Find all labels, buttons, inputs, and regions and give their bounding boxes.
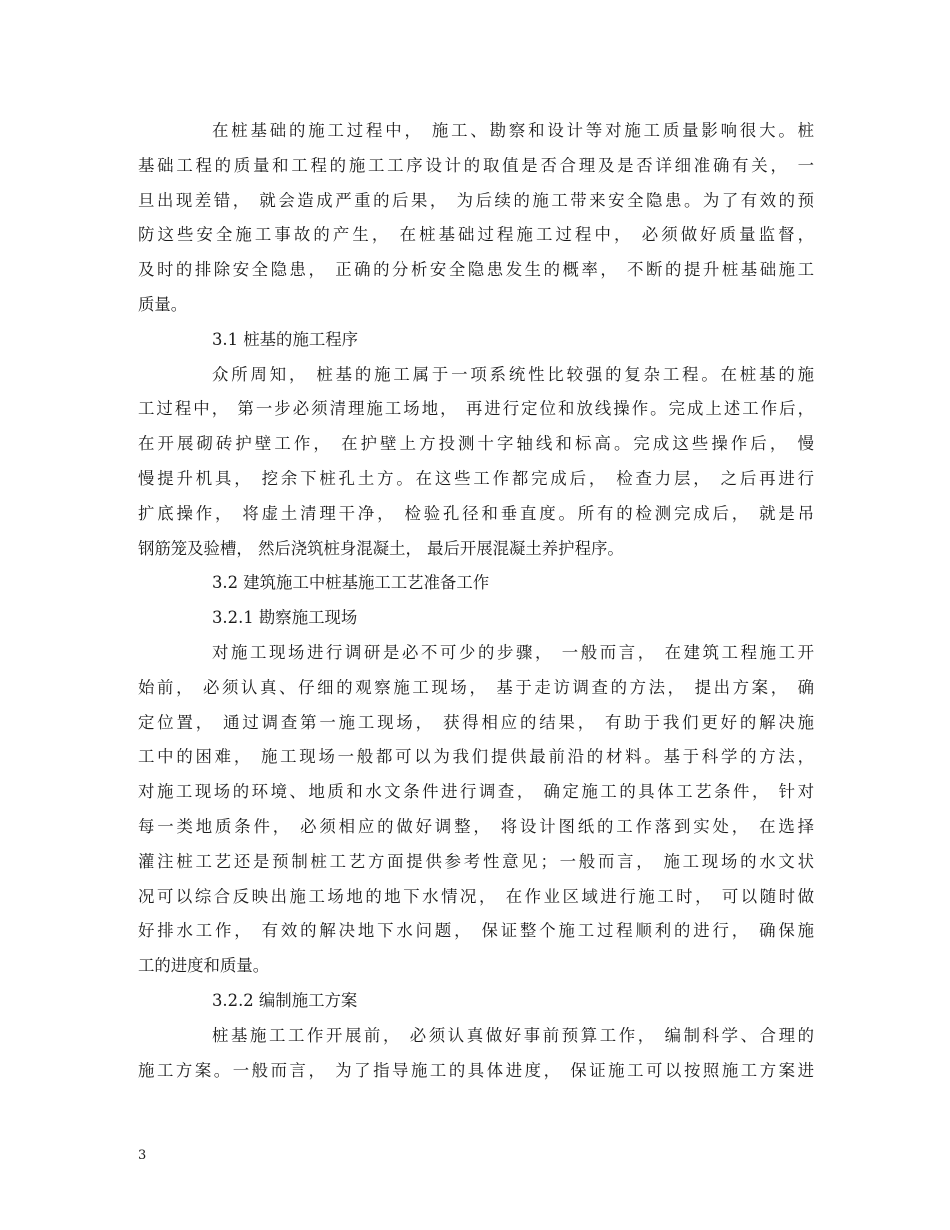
text-line: 众所周知， 桩基的施工属于一项系统性比较强的复杂工程。在桩基的施 — [212, 364, 814, 384]
text-line: 3.1 桩基的施工程序 — [212, 329, 359, 349]
text-line: 3.2.1 勘察施工现场 — [212, 608, 358, 628]
text-line: 3.2 建筑施工中桩基施工工艺准备工作 — [212, 573, 490, 593]
text-line: 灌注桩工艺还是预制桩工艺方面提供参考性意见；一般而言， 施工现场的水文状 — [138, 851, 814, 871]
text-line: 在开展砌砖护壁工作， 在护壁上方投测十字轴线和标高。完成这些操作后， 慢 — [138, 434, 814, 454]
text-line: 对施工现场进行调研是必不可少的步骤， 一般而言， 在建筑工程施工开 — [212, 642, 814, 662]
text-line: 施工方案。一般而言， 为了指导施工的具体进度， 保证施工可以按照施工方案进 — [138, 1060, 814, 1080]
text-line: 在桩基础的施工过程中， 施工、勘察和设计等对施工质量影响很大。桩 — [212, 121, 814, 140]
text-line: 质量。 — [138, 294, 188, 314]
text-line: 工的进度和质量。 — [138, 956, 270, 976]
text-line: 3.2.2 编制施工方案 — [212, 990, 358, 1010]
text-line: 对施工现场的环境、地质和水文条件进行调查， 确定施工的具体工艺条件， 针对 — [138, 782, 814, 802]
text-line: 况可以综合反映出施工场地的地下水情况， 在作业区域进行施工时， 可以随时做 — [138, 886, 814, 906]
text-line: 防这些安全施工事故的产生， 在桩基础过程施工过程中， 必须做好质量监督， — [138, 225, 814, 245]
text-line: 工中的困难， 施工现场一般都可以为我们提供最前沿的材料。基于科学的方法， — [138, 747, 814, 767]
text-line: 基础工程的质量和工程的施工工序设计的取值是否合理及是否详细准确有关， 一 — [138, 155, 814, 175]
text-line: 钢筋笼及验槽， 然后浇筑桩身混凝土， 最后开展混凝土养护程序。 — [138, 538, 624, 558]
text-line: 慢提升机具， 挖余下桩孔土方。在这些工作都完成后， 检查力层， 之后再进行 — [138, 468, 814, 488]
text-line: 好排水工作， 有效的解决地下水问题， 保证整个施工过程顺利的进行， 确保施 — [138, 921, 814, 941]
text-line: 桩基施工工作开展前， 必须认真做好事前预算工作， 编制科学、合理的 — [212, 1025, 814, 1045]
text-line: 及时的排除安全隐患， 正确的分析安全隐患发生的概率， 不断的提升桩基础施工 — [138, 260, 814, 280]
text-line: 旦出现差错， 就会造成严重的后果， 为后续的施工带来安全隐患。为了有效的预 — [138, 190, 814, 210]
document-body — [138, 114, 814, 1088]
text-line: 工过程中， 第一步必须清理施工场地， 再进行定位和放线操作。完成上述工作后， — [138, 399, 814, 419]
text-line: 始前， 必须认真、仔细的观察施工现场， 基于走访调查的方法， 提出方案， 确 — [138, 677, 814, 697]
page-number: 3 — [138, 1148, 147, 1163]
text-line: 定位置， 通过调查第一施工现场， 获得相应的结果， 有助于我们更好的解决施 — [138, 712, 814, 732]
text-line: 每一类地质条件， 必须相应的做好调整， 将设计图纸的工作落到实处， 在选择 — [138, 816, 814, 836]
text-line: 扩底操作， 将虚土清理干净， 检验孔径和垂直度。所有的检测完成后， 就是吊 — [138, 503, 814, 523]
